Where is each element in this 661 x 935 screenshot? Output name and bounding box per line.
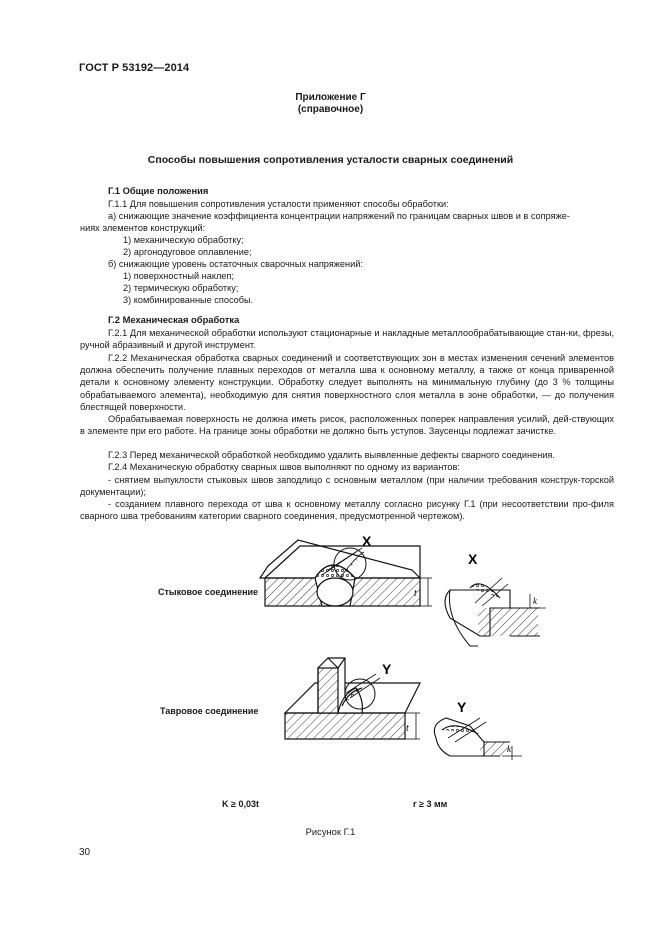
paragraph-g2-4: Г.2.4 Механическую обработку сварных швов выполняют по одному из вариантов:: [108, 462, 460, 472]
paragraph-g2-2-cont: Обрабатываемая поверхность не должна иметь рисок, расположенных поперек направления усилий, дей-ствующих в элементе при его работе. На границе зоны обработки не должно быть уступов. Заусенцы подлежат зачистке.: [80, 414, 614, 437]
detail-y-title: Y: [457, 699, 467, 715]
standard-number: ГОСТ Р 53192—2014: [79, 62, 190, 74]
figure-drawing: [150, 528, 550, 813]
butt-dim-t: t: [414, 588, 417, 599]
list-b-item-1: 1) поверхностный наклеп;: [123, 271, 234, 281]
list-b-item-2: 2) термическую обработку;: [123, 283, 239, 293]
tee-joint-drawing: [285, 658, 420, 739]
figure-g1: [150, 528, 550, 813]
label-butt-joint: Стыковое соединение: [158, 587, 259, 597]
paragraph-g1-1: Г.1.1 Для повышения сопротивления усталости применяют способы обработки:: [108, 199, 449, 209]
detail-x-drawing: [445, 578, 546, 646]
section-heading-g1: Г.1 Общие положения: [108, 185, 209, 196]
figure-caption: Рисунок Г.1: [305, 826, 356, 837]
detail-x-title: X: [468, 551, 478, 567]
detail-x-dim-k: k: [533, 596, 537, 606]
document-title: Способы повышения сопротивления усталости сварных соединений: [147, 154, 514, 166]
label-tee-joint: Тавровое соединение: [160, 706, 259, 716]
page-number: 30: [79, 847, 91, 858]
paragraph-g2-3: Г.2.3 Перед механической обработкой необходимо удалить выявленные дефекты сварного соединения.: [108, 450, 555, 460]
list-a-line-cont: ниях элементов конструкций:: [80, 223, 206, 233]
list-b-item-3: 3) комбинированные способы.: [123, 295, 254, 305]
butt-joint-drawing: [260, 540, 432, 606]
list-a-item-2: 2) аргонодуговое оплавление;: [123, 247, 252, 257]
detail-y-marker: Y: [382, 661, 392, 677]
list-b-line: б) снижающие уровень остаточных сварочных напряжений:: [108, 259, 363, 269]
appendix-title: Приложение Г: [295, 92, 366, 103]
tee-dim-t: t: [406, 723, 409, 734]
formula-k: K ≥ 0,03t: [222, 799, 259, 809]
list-a-item-1: 1) механическую обработку;: [123, 235, 244, 245]
paragraph-g2-2: Г.2.2 Механическая обработка сварных соединений и соответствующих зон в местах изменения сечений элементов должна обеспечить получение плавных переходов от металла шва к основному металлу, а также от конца приваренной детали к основному элементу конструкции. Обработку следует выполнять на минимальную глубину (до 3 % толщины обрабатываемого элемента), необходимую для снятия поверхностного слоя металла в зоне обработки, — до получения блестящей поверхности.: [80, 353, 614, 412]
section-heading-g2: Г.2 Механическая обработка: [108, 314, 240, 325]
paragraph-g2-1: Г.2.1 Для механической обработки используют стационарные и накладные металлообрабатывающие стан-ки, фрезы, ручной абразивный и другой инструмент.: [80, 328, 614, 351]
paragraph-g2-4-option-1: - снятием выпуклости стыковых швов заподлицо с основным металлом (при наличии требования конструк-торской документации);: [80, 475, 614, 498]
formula-r: r ≥ 3 мм: [413, 799, 448, 809]
detail-x-marker: X: [362, 533, 372, 549]
detail-y-dim-k: k: [507, 744, 511, 754]
paragraph-g2-4-option-2: - созданием плавного перехода от шва к основному металлу согласно рисунку Г.1 (при несоответствии про-филя сварного шва требованиям категории сварного соединения, предусмотренной чертежом).: [80, 499, 614, 522]
appendix-note: (справочное): [297, 104, 364, 115]
list-a-line: а) снижающие значение коэффициента концентрации напряжений по границам сварных швов и в сопряже-: [108, 211, 570, 221]
